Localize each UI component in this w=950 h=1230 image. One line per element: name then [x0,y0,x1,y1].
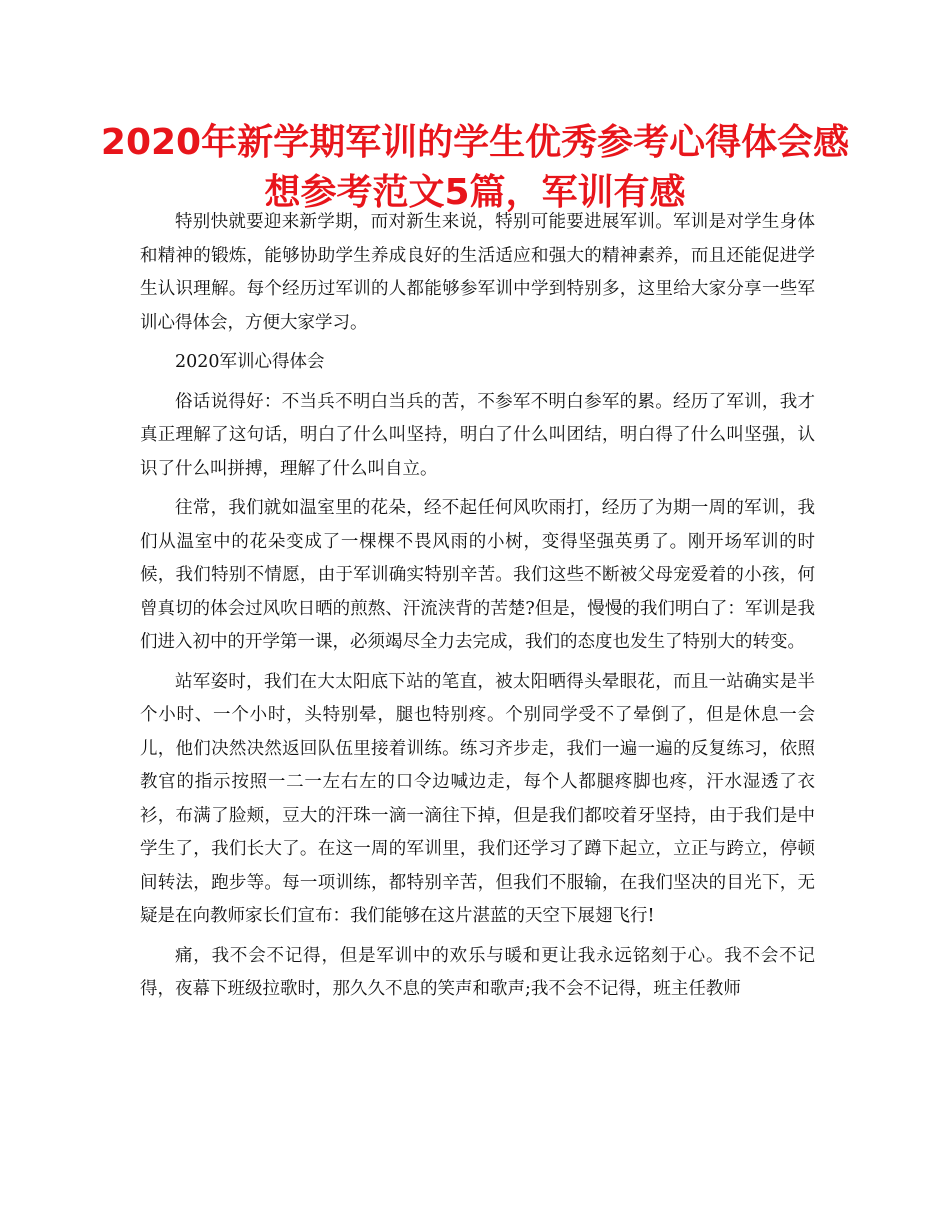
body-paragraph: 痛，我不会不记得，但是军训中的欢乐与暖和更让我永远铭刻于心。我不会不记得，夜幕下班级拉歌时，那久久不息的笑声和歌声;我不会不记得，班主任教师 [140,945,815,999]
section-heading: 2020军训心得体会 [175,352,325,372]
document-title: 2020年新学期军训的学生优秀参考心得体会感想参考范文5篇，军训有感 [100,122,850,213]
body-paragraph: 往常，我们就如温室里的花朵，经不起任何风吹雨打，经历了为期一周的军训，我们从温室中的花朵变成了一棵棵不畏风雨的小树，变得坚强英勇了。刚开场军训的时候，我们特别不情愿，由于军训确实特别辛苦。我们这些不断被父母宠爱着的小孩，何曾真切的体会过风吹日晒的煎熬、汗流浃背的苦楚?但是，慢慢的我们明白了：军训是我们进入初中的开学第一课，必须竭尽全力去完成，我们的态度也发生了特别大的转变。 [140,498,815,652]
intro-paragraph: 特别快就要迎来新学期，而对新生来说，特别可能要进展军训。军训是对学生身体和精神的锻炼，能够协助学生养成良好的生活适应和强大的精神素养，而且还能促进学生认识理解。每个经历过军训的人都能够参军训中学到特别多，这里给大家分享一些军训心得体会，方便大家学习。 [140,212,815,333]
body-paragraph: 俗话说得好：不当兵不明白当兵的苦，不参军不明白参军的累。经历了军训，我才真正理解了这句话，明白了什么叫坚持，明白了什么叫团结，明白得了什么叫坚强，认识了什么叫拼搏，理解了什么叫自立。 [140,391,815,479]
body-paragraph: 站军姿时，我们在大太阳底下站的笔直，被太阳晒得头晕眼花，而且一站确实是半个小时、一个小时，头特别晕，腿也特别疼。个别同学受不了晕倒了，但是休息一会儿，他们决然决然返回队伍里接着训练。练习齐步走，我们一遍一遍的反复练习，依照教官的指示按照一二一左右左的口令边喊边走，每个人都腿疼脚也疼，汗水湿透了衣衫，布满了脸颊，豆大的汗珠一滴一滴往下掉，但是我们都咬着牙坚持，由于我们是中学生了，我们长大了。在这一周的军训里，我们还学习了蹲下起立，立正与跨立，停顿间转法，跑步等。每一项训练，都特别辛苦，但我们不服输，在我们坚决的目光下，无疑是在向教师家长们宣布：我们能够在这片湛蓝的天空下展翅飞行! [140,671,815,926]
document-body [140,206,815,1013]
